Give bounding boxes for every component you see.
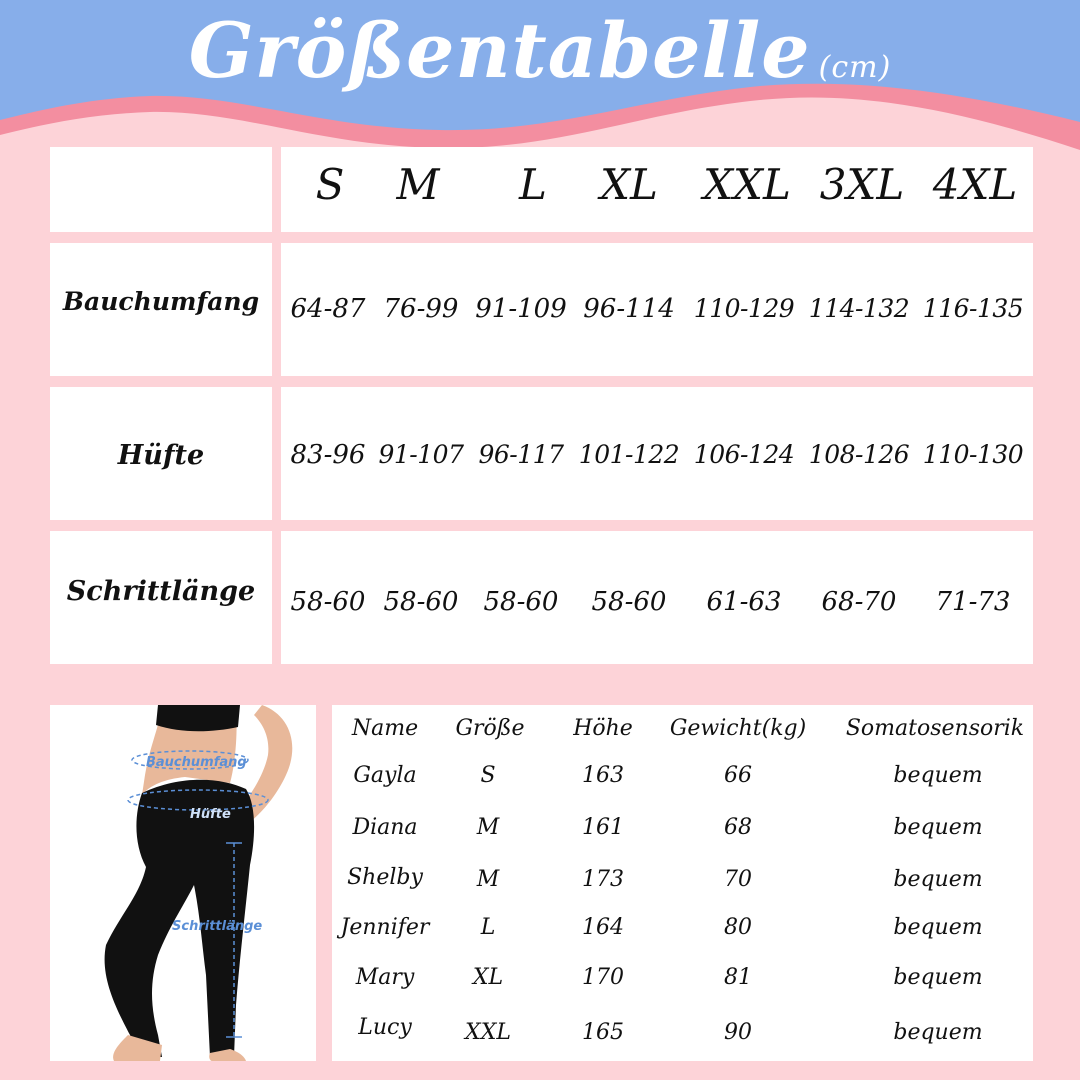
cell-huefte-s: 83-96 xyxy=(290,440,366,470)
model-row-2-height: 173 xyxy=(582,867,624,892)
model-row-2-feel: bequem xyxy=(893,867,983,892)
model-row-3-weight: 80 xyxy=(724,915,752,940)
page-title xyxy=(0,6,1080,95)
cell-huefte-xxl: 106-124 xyxy=(693,440,795,469)
cell-bauchumfang-s: 64-87 xyxy=(290,294,366,324)
model-row-5-feel: bequem xyxy=(893,1020,983,1045)
cell-schrittlaenge-xxl: 61-63 xyxy=(706,587,782,617)
model-row-2-name: Shelby xyxy=(347,865,423,890)
cell-schrittlaenge-s: 58-60 xyxy=(290,587,366,617)
photo-label-bauchumfang: Bauchumfang xyxy=(146,755,247,770)
cell-huefte-4xl: 110-130 xyxy=(922,440,1024,469)
size-header-m: M xyxy=(396,160,440,209)
cell-huefte-m: 91-107 xyxy=(378,440,464,469)
row-label-schrittlaenge: Schrittlänge xyxy=(66,576,256,607)
model-row-4-feel: bequem xyxy=(893,965,983,990)
cell-huefte-3xl: 108-126 xyxy=(808,440,910,469)
model-row-1-size: M xyxy=(476,815,500,840)
row-label-huefte: Hüfte xyxy=(117,440,205,471)
cell-schrittlaenge-l: 58-60 xyxy=(483,587,559,617)
model-row-1-weight: 68 xyxy=(724,815,752,840)
model-row-1-height: 161 xyxy=(582,815,624,840)
photo-label-schrittlaenge: Schrittlänge xyxy=(172,919,263,934)
cell-schrittlaenge-4xl: 71-73 xyxy=(935,587,1011,617)
cell-schrittlaenge-xl: 58-60 xyxy=(591,587,667,617)
model-header-name: Name xyxy=(351,716,419,741)
model-row-2-weight: 70 xyxy=(724,867,752,892)
model-row-4-name: Mary xyxy=(355,965,415,990)
row-label-bauchumfang: Bauchumfang xyxy=(62,287,260,316)
model-row-4-weight: 81 xyxy=(724,965,752,990)
model-header-size: Größe xyxy=(455,716,525,741)
model-row-3-size: L xyxy=(480,915,496,940)
size-header-l: L xyxy=(519,160,547,209)
cell-bauchumfang-l: 91-109 xyxy=(475,294,567,324)
model-row-2-size: M xyxy=(476,867,500,892)
model-row-0-feel: bequem xyxy=(893,763,983,788)
model-row-0-weight: 66 xyxy=(724,763,752,788)
size-header-4xl: 4XL xyxy=(932,160,1018,209)
cell-huefte-l: 96-117 xyxy=(478,440,564,469)
model-row-5-height: 165 xyxy=(582,1020,624,1045)
model-row-3-name: Jennifer xyxy=(340,915,430,940)
cell-bauchumfang-xl: 96-114 xyxy=(583,294,675,324)
model-row-0-height: 163 xyxy=(582,763,624,788)
model-row-3-feel: bequem xyxy=(893,915,983,940)
cell-bauchumfang-xxl: 110-129 xyxy=(693,294,795,323)
model-row-1-feel: bequem xyxy=(893,815,983,840)
model-row-4-size: XL xyxy=(472,965,504,990)
model-row-0-name: Gayla xyxy=(353,763,417,788)
title-unit: (cm) xyxy=(818,50,892,85)
model-row-4-height: 170 xyxy=(582,965,624,990)
model-row-5-size: XXL xyxy=(465,1020,511,1045)
model-header-weight: Gewicht(kg) xyxy=(669,716,807,741)
model-row-3-height: 164 xyxy=(582,915,624,940)
model-row-5-name: Lucy xyxy=(358,1015,412,1040)
size-header-s: S xyxy=(315,160,345,209)
model-header-somatosensorik: Somatosensorik xyxy=(845,716,1025,741)
model-row-5-weight: 90 xyxy=(724,1020,752,1045)
model-photo-card xyxy=(50,705,316,1061)
cell-bauchumfang-3xl: 114-132 xyxy=(808,294,910,323)
size-header-xxl: XXL xyxy=(703,160,791,209)
title-text: Größentabelle xyxy=(188,6,811,95)
cell-schrittlaenge-m: 58-60 xyxy=(383,587,459,617)
model-header-height: Höhe xyxy=(573,716,633,741)
model-row-1-name: Diana xyxy=(352,815,418,840)
size-header-corner xyxy=(50,147,272,232)
cell-bauchumfang-m: 76-99 xyxy=(383,294,459,324)
model-row-0-size: S xyxy=(480,763,496,788)
size-header-xl: XL xyxy=(600,160,658,209)
cell-huefte-xl: 101-122 xyxy=(578,440,680,469)
cell-schrittlaenge-3xl: 68-70 xyxy=(821,587,897,617)
cell-bauchumfang-4xl: 116-135 xyxy=(922,294,1024,323)
photo-label-huefte: Hüfte xyxy=(190,807,231,822)
size-header-3xl: 3XL xyxy=(819,160,905,209)
